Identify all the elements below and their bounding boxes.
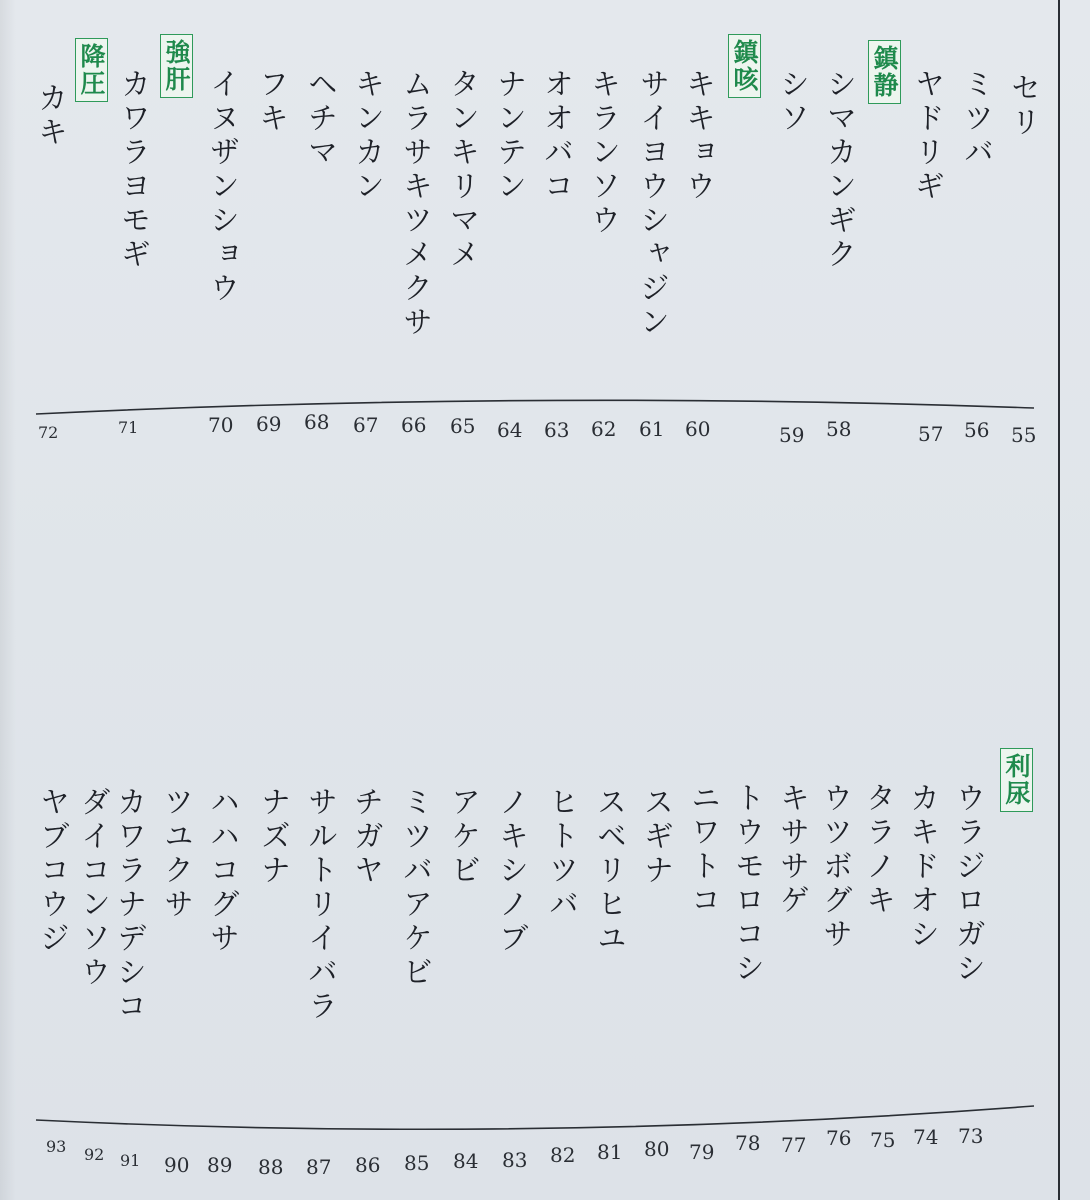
page-number: 70 [208, 413, 234, 437]
page-number: 86 [355, 1153, 381, 1177]
entry-yabukouji: ヤブコウジ [34, 786, 69, 956]
page-number: 58 [826, 417, 852, 441]
entry-sarutoriibara: サルトリイバラ [302, 786, 337, 1024]
entry-fuki: フキ [253, 68, 288, 136]
bottom-divider-line [34, 1104, 1034, 1130]
page-number: 71 [118, 418, 139, 437]
entry-kawarayomogi: カワラヨモギ [115, 68, 150, 272]
entry-shiso: シソ [774, 68, 809, 136]
entry-nazuna: ナズナ [255, 786, 290, 888]
category-tag-diuretic: 利尿 [1000, 748, 1033, 812]
entry-chigaya: チガヤ [348, 786, 383, 888]
page-number: 84 [453, 1149, 479, 1173]
page-number: 60 [685, 417, 711, 441]
page-number: 80 [644, 1137, 670, 1161]
page-number: 93 [46, 1137, 67, 1156]
page-number: 57 [918, 422, 944, 446]
page-number: 77 [781, 1133, 807, 1157]
entry-suberihiyu: スベリヒユ [591, 786, 626, 956]
entry-hahakogusa: ハハコグサ [204, 786, 239, 956]
entry-niwatoko: ニワトコ [685, 782, 720, 918]
entry-seri: セリ [1005, 72, 1040, 140]
page-number: 74 [913, 1125, 939, 1149]
page-number: 67 [353, 413, 379, 437]
entry-shimakangiku: シマカンギク [821, 68, 856, 272]
page-number: 66 [401, 413, 427, 437]
entry-kikyou: キキョウ [680, 68, 715, 204]
entry-akebi: アケビ [445, 786, 480, 888]
page-number: 56 [964, 418, 990, 442]
entry-kawaranadeshiko: カワラナデシコ [111, 786, 146, 1024]
page-number: 59 [779, 423, 805, 447]
page-number: 62 [591, 417, 617, 441]
entry-tsuyukusa: ツユクサ [158, 786, 193, 922]
page-number: 81 [597, 1140, 623, 1164]
entry-toumorokoshi: トウモロコシ [729, 782, 764, 986]
entry-kakidooshi: カキドオシ [904, 782, 939, 952]
entry-hitotsuba: ヒトツバ [543, 786, 578, 922]
entry-inuzanshou: イヌザンショウ [204, 68, 239, 306]
entry-murasakitsumekusa: ムラサキツメクサ [397, 68, 432, 340]
entry-daikonsou: ダイコンソウ [75, 786, 110, 990]
page-number: 82 [550, 1143, 576, 1167]
page-number: 83 [502, 1148, 528, 1172]
entry-kaki: カキ [32, 82, 67, 150]
entry-hechima: ヘチマ [302, 68, 337, 170]
entry-kinkan: キンカン [349, 68, 384, 204]
page-number: 92 [84, 1145, 105, 1164]
page-number: 85 [404, 1151, 430, 1175]
entry-mitsubaakebi: ミツバアケビ [397, 786, 432, 990]
page-number: 75 [870, 1128, 896, 1152]
page-number: 68 [304, 410, 330, 434]
page-number: 78 [735, 1131, 761, 1155]
page-number: 89 [207, 1153, 233, 1177]
page-gutter-shadow [0, 0, 16, 1200]
entry-tankirimame: タンキリマメ [444, 68, 479, 272]
entry-yadorigi: ヤドリギ [909, 68, 944, 204]
entry-nokishinobu: ノキシノブ [493, 786, 528, 956]
entry-oobako: オオバコ [538, 68, 573, 204]
entry-kisasage: キササゲ [774, 782, 809, 918]
page-number: 76 [826, 1126, 852, 1150]
page-number: 72 [38, 423, 59, 442]
entry-urajirogashi: ウラジロガシ [950, 782, 985, 986]
page-number: 63 [544, 418, 570, 442]
page-number: 55 [1011, 423, 1037, 447]
category-tag-sedative: 鎮静 [868, 40, 901, 104]
entry-utsubogusa: ウツボグサ [817, 782, 852, 952]
entry-kiransou: キランソウ [585, 68, 620, 238]
page-number: 65 [450, 414, 476, 438]
entry-mitsuba: ミツバ [958, 68, 993, 170]
entry-taranoki: タラノキ [860, 782, 895, 918]
page-number: 91 [120, 1151, 141, 1170]
page-number: 69 [256, 412, 282, 436]
category-tag-antitussive: 鎮咳 [728, 34, 761, 98]
page-number: 88 [258, 1155, 284, 1179]
page-number: 73 [958, 1124, 984, 1148]
page-number: 64 [497, 418, 523, 442]
page-number: 79 [689, 1140, 715, 1164]
page-number: 90 [164, 1153, 190, 1177]
entry-nanten: ナンテン [491, 68, 526, 204]
entry-saiyoushajin: サイヨウシャジン [634, 68, 669, 340]
page-right-border [1058, 0, 1060, 1200]
page-number: 61 [639, 417, 665, 441]
category-tag-antihypertensive: 降圧 [75, 38, 108, 102]
page-number: 87 [306, 1155, 332, 1179]
entry-sugina: スギナ [638, 786, 673, 888]
category-tag-liver-tonic: 強肝 [160, 34, 193, 98]
top-divider-line [34, 396, 1034, 422]
